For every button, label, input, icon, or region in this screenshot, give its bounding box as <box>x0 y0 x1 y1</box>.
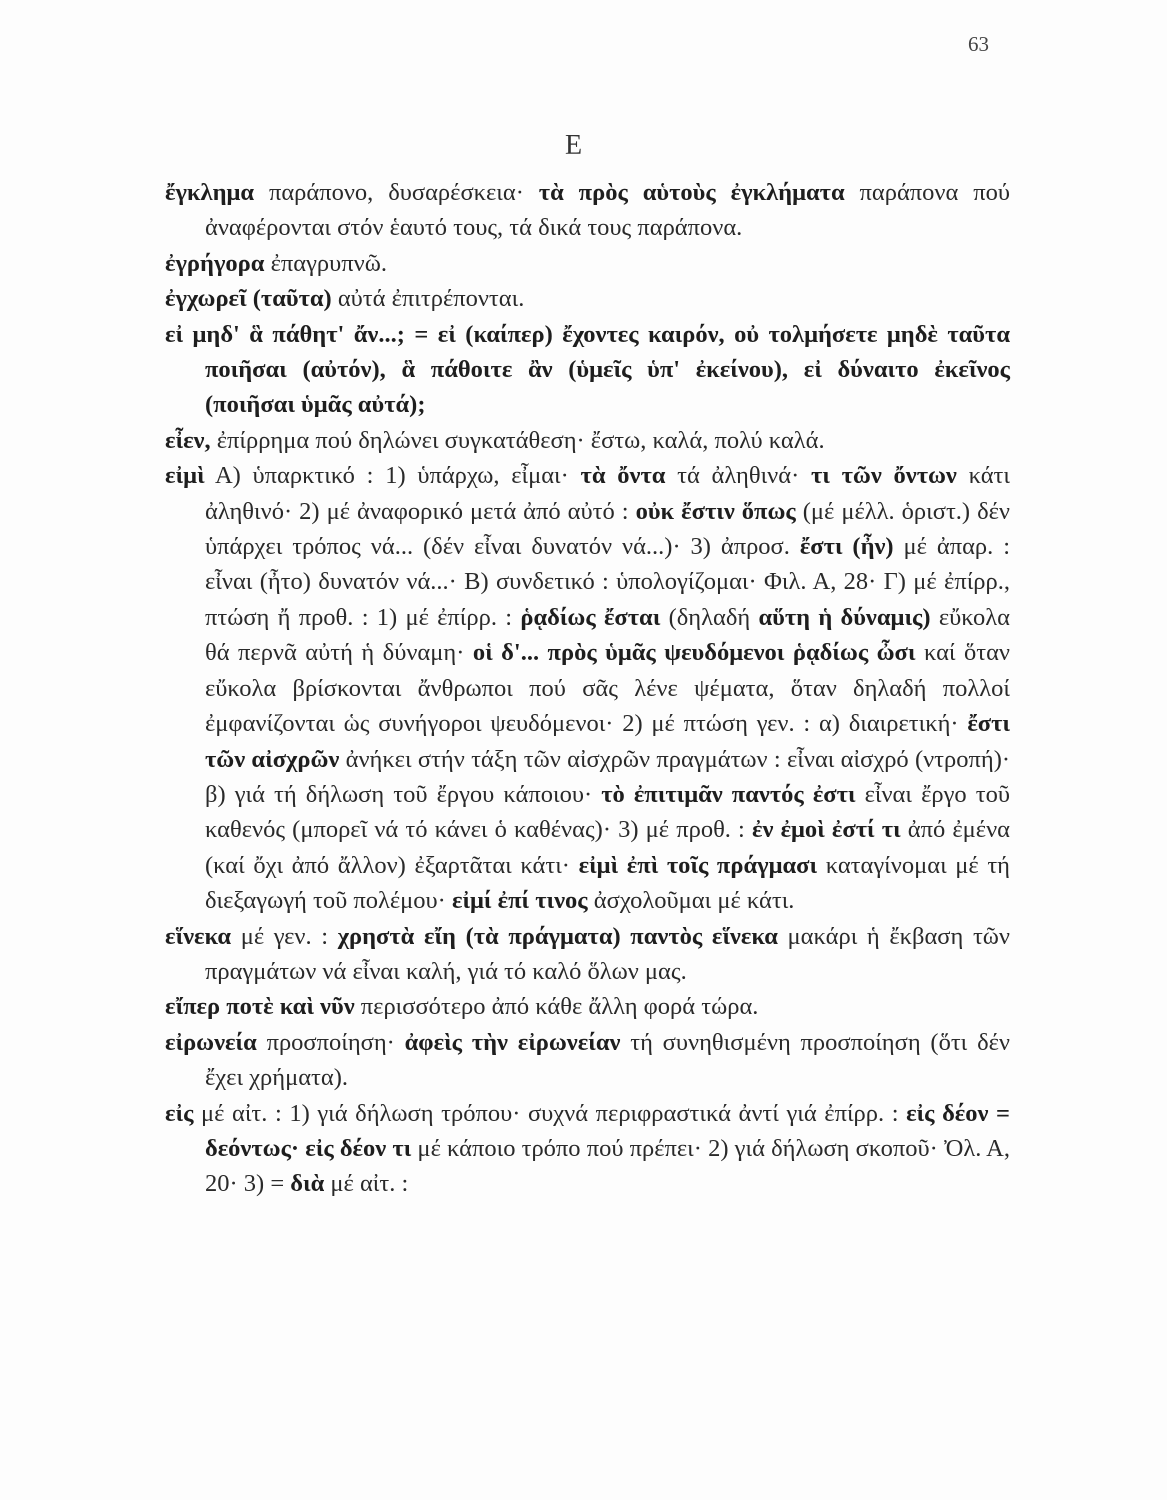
greek-term: τὰ πρὸς αὑτοὺς ἐγκλήματα <box>538 179 845 206</box>
greek-term: εἰμὶ <box>165 462 205 490</box>
definition-text: καταγίνομαι μέ τή διεξαγωγή τοῦ πολέμου· <box>205 851 1010 915</box>
definition-text: μέ αἰτ. : 1) γιά δήλωση τρόπου· συχνά περιφραστικά ἀντί γιά ἐπίρρ. : <box>193 1099 907 1127</box>
page-number: 63 <box>968 32 989 56</box>
dictionary-entry <box>165 246 1010 281</box>
dictionary-entry <box>165 175 1010 246</box>
greek-term: εἰς δέον = δεόντως· εἰς δέον τι <box>205 1099 1010 1162</box>
definition-text: παράπονο, δυσαρέσκεια· <box>254 179 539 206</box>
greek-term: χρηστὰ εἴη (τὰ πράγματα) παντὸς εἵνεκα <box>337 922 778 950</box>
definition-text: ἐπαγρυπνῶ. <box>264 249 387 277</box>
greek-term: ἔστι (ἦν) <box>799 533 894 561</box>
definition-text: ἀνήκει στήν τάξη τῶν αἰσχρῶν πραγμάτων : εἶναι αἰσχρό (ντροπή)· β) γιά τή δήλωση τοῦ ἔργου κάποιου· <box>205 745 1011 808</box>
greek-term: ἔγκλημα <box>165 179 255 206</box>
definition-text: μακάρι ἡ ἔκβαση τῶν πραγμάτων νά εἶναι καλή, γιά τό καλό ὅλων μας. <box>205 922 1010 985</box>
dictionary-entry <box>165 281 1010 316</box>
greek-term: διὰ <box>290 1170 325 1198</box>
definition-text: καί ὅταν εὔκολα βρίσκονται ἄνθρωποι πού σᾶς λένε ψέματα, ὅταν δηλαδή πολλοί ἐμφανίζονται ὡς συνήγοροι ψευδόμενοι· 2) μέ πτώση γεν. : α) διαιρετική· <box>205 639 1010 738</box>
greek-term: εἰ μηδ' ἃ πάθητ' ἄν...; = εἰ (καίπερ) ἔχοντες καιρόν, οὐ τολμήσετε μηδὲ ταῦτα ποιῆσαι (αὐτόν), ἃ πάθοιτε ἂν (ὑμεῖς ὑπ' ἐκείνου), εἰ δύναιτο ἐκεῖνος (ποιῆσαι ὑμᾶς αὐτά); <box>165 320 1010 419</box>
greek-term: εἰμί ἐπί τινος <box>451 887 588 915</box>
definition-text: εὔκολα θά περνᾶ αὐτή ἡ δύναμη· <box>205 603 1011 667</box>
dictionary-entry <box>165 919 1010 990</box>
greek-term: εἶεν, <box>165 426 211 454</box>
dictionary-entry <box>165 317 1010 423</box>
greek-term: εἵνεκα <box>165 922 232 950</box>
dictionary-entry <box>165 1096 1010 1202</box>
definition-text: κάτι ἀληθινό· 2) μέ ἀναφορικό μετά ἀπό αὐτό : <box>205 462 1010 525</box>
definition-text: περισσότερο ἀπό κάθε ἄλλη φορά τώρα. <box>354 993 759 1021</box>
definition-text: (δηλαδή <box>660 603 759 631</box>
greek-term: εἰρωνεία <box>165 1028 257 1056</box>
greek-term: ἐν ἐμοὶ ἐστί τι <box>752 816 901 844</box>
greek-term: τὸ ἐπιτιμᾶν παντός ἐστι <box>601 780 856 808</box>
definition-text: αὐτά ἐπιτρέπονται. <box>331 285 525 313</box>
definition-text: παράπονα πού ἀναφέρονται στόν ἑαυτό τους, τά δικά τους παράπονα. <box>205 179 1011 242</box>
definition-text: ἐπίρρημα πού δηλώνει συγκατάθεση· ἔστω, καλά, πολύ καλά. <box>210 426 825 454</box>
dictionary-entry <box>165 458 1010 918</box>
greek-term: οἱ δ'... πρὸς ὑμᾶς ψευδόμενοι ῥᾳδίως ὦσι <box>472 639 916 667</box>
definition-text: μέ κάποιο τρόπο πού πρέπει· 2) γιά δήλωση σκοποῦ· Ὀλ. Α, 20· 3) = <box>205 1134 1010 1198</box>
definition-text: προσποίηση· <box>256 1028 405 1056</box>
dictionary-entries <box>165 175 1010 1202</box>
definition-text: Α) ὑπαρκτικό : 1) ὑπάρχω, εἶμαι· <box>204 462 581 490</box>
definition-text: τή συνηθισμένη προσποίηση (ὅτι δέν ἔχει χρήματα). <box>205 1028 1010 1092</box>
greek-term: ἀφεὶς τὴν εἰρωνείαν <box>404 1028 621 1056</box>
definition-text: μέ γεν. : <box>231 922 338 950</box>
dictionary-entry <box>165 989 1010 1024</box>
definition-text: τά ἀληθινά· <box>665 462 811 490</box>
definition-text: ἀπό ἐμένα (καί ὄχι ἀπό ἄλλον) ἐξαρτᾶται κάτι· <box>205 816 1010 879</box>
greek-term: αὕτη ἡ δύναμις) <box>758 603 931 631</box>
greek-term: ἐγχωρεῖ (ταῦτα) <box>165 285 332 313</box>
dictionary-entry <box>165 1025 1010 1096</box>
definition-text: μέ ἀπαρ. : εἶναι (ἦτο) δυνατόν νά...· Β) συνδετικό : ὑπολογίζομαι· Φιλ. Α, 28· Γ) μέ ἐπίρρ., πτώση ἤ προθ. : 1) μέ ἐπίρρ. : <box>205 533 1011 631</box>
definition-text: (μέ μέλλ. ὁριστ.) δέν ὑπάρχει τρόπος νά... (δέν εἶναι δυνατόν νά...)· 3) ἀπροσ. <box>205 497 1010 561</box>
greek-term: ἐγρήγορα <box>165 249 265 277</box>
dictionary-entry <box>165 423 1010 458</box>
greek-term: τι τῶν ὄντων <box>811 462 957 490</box>
greek-term: εἴπερ ποτὲ καὶ νῦν <box>165 993 355 1021</box>
section-letter: Ε <box>565 130 583 161</box>
greek-term: ἔστι τῶν αἰσχρῶν <box>205 710 1010 773</box>
definition-text: εἶναι ἔργο τοῦ καθενός (μπορεῖ νά τό κάνει ὁ καθένας)· 3) μέ προθ. : <box>205 780 1010 844</box>
definition-text: ἀσχολοῦμαι μέ κάτι. <box>587 887 795 915</box>
greek-term: ῥᾳδίως ἔσται <box>520 603 661 631</box>
greek-term: τὰ ὄντα <box>580 462 666 490</box>
greek-term: εἰμὶ ἐπὶ τοῖς πράγμασι <box>578 851 818 879</box>
greek-term: εἰς <box>165 1099 194 1127</box>
definition-text: μέ αἰτ. : <box>324 1170 409 1198</box>
greek-term: οὐκ ἔστιν ὅπως <box>635 497 796 525</box>
